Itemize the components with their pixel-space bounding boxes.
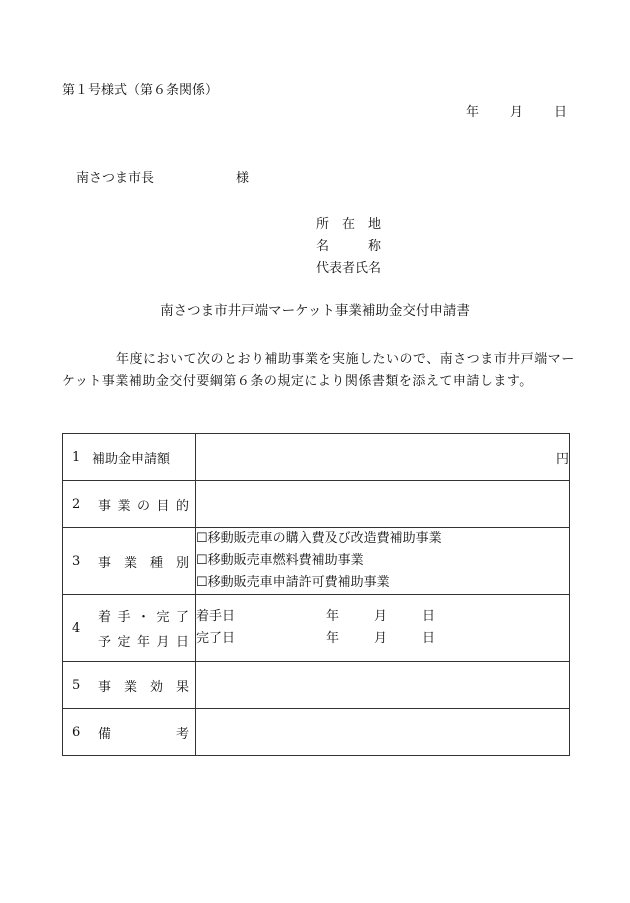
- category-option-checkbox[interactable]: ☐移動販売車の購入費及び改造費補助事業: [196, 531, 442, 546]
- amount-field[interactable]: [196, 434, 570, 481]
- row-label: [92, 495, 195, 514]
- end-date-field[interactable]: [196, 628, 569, 650]
- month-unit: 月: [374, 631, 388, 646]
- category-option-checkbox[interactable]: ☐移動販売車申請許可費補助事業: [196, 575, 390, 590]
- row-label: [92, 552, 195, 571]
- row-number: 1: [72, 449, 81, 465]
- purpose-field[interactable]: [196, 481, 570, 528]
- form-number: 第１号様式（第６条関係）: [62, 83, 219, 98]
- label-char: 業: [123, 679, 137, 695]
- addressee-honorific: 様: [236, 171, 250, 186]
- row-label-cell: [63, 528, 196, 595]
- label-char: の: [136, 498, 150, 514]
- label-char: 業: [123, 555, 137, 571]
- applicant-name-label: 名 称: [316, 239, 382, 254]
- row-label-cell: [63, 709, 196, 756]
- table-row-schedule: [63, 595, 570, 662]
- application-form-table: [62, 433, 570, 756]
- schedule-fields: [196, 595, 570, 662]
- label-char: 種: [149, 555, 163, 571]
- row-label-cell: [63, 662, 196, 709]
- label-char: 予: [98, 635, 112, 650]
- row-number: 6: [72, 724, 81, 740]
- row-number: 4: [72, 620, 81, 636]
- label-char: 年: [136, 635, 150, 650]
- row-number: 2: [72, 496, 81, 512]
- month-unit: 月: [374, 609, 388, 624]
- applicant-address-label: 所 在 地: [316, 217, 382, 232]
- body-paragraph: 年度において次のとおり補助事業を実施したいので、南さつま市井戸端マーケット事業補助金交付要綱第６条の規定により関係書類を添えて申請します。: [62, 352, 575, 389]
- label-char: 日: [175, 635, 189, 650]
- label-char: 事: [98, 498, 112, 514]
- label-char: 業: [117, 498, 131, 514]
- label-char: 備: [98, 726, 112, 742]
- document-title: 南さつま市井戸端マーケット事業補助金交付申請書: [160, 303, 470, 319]
- row-label: 補助金申請額: [92, 451, 171, 467]
- label-char: 考: [175, 726, 189, 742]
- label-char: 別: [175, 555, 189, 571]
- label-char: 手: [117, 610, 131, 625]
- label-char: 着: [98, 610, 112, 625]
- label-char: 月: [156, 635, 170, 650]
- category-options: [196, 528, 570, 595]
- date-year: 年: [466, 105, 480, 120]
- date-month: 月: [510, 105, 524, 120]
- yen-unit: 円: [555, 451, 569, 467]
- remarks-field[interactable]: [196, 709, 570, 756]
- label-char: 完: [156, 610, 170, 625]
- day-unit: 日: [422, 609, 436, 624]
- start-date-label: 着手日: [196, 609, 236, 624]
- label-char: 目: [156, 498, 170, 514]
- row-label: [92, 606, 195, 650]
- label-line: [98, 631, 189, 650]
- row-label-cell: [63, 434, 196, 481]
- table-row-amount: [63, 434, 570, 481]
- label-char: ・: [136, 610, 150, 625]
- applicant-representative-label: 代表者氏名: [316, 261, 382, 276]
- table-row-remarks: [63, 709, 570, 756]
- label-char: 事: [98, 679, 112, 695]
- label-char: 定: [117, 635, 131, 650]
- table-row-effect: [63, 662, 570, 709]
- label-char: 的: [175, 498, 189, 514]
- label-line: [98, 606, 189, 625]
- row-label-cell: [63, 595, 196, 662]
- table-row-category: [63, 528, 570, 595]
- table-row-purpose: [63, 481, 570, 528]
- row-number: 3: [72, 553, 81, 569]
- effect-field[interactable]: [196, 662, 570, 709]
- label-char: 事: [98, 555, 112, 571]
- row-label-cell: [63, 481, 196, 528]
- category-option-checkbox[interactable]: ☐移動販売車燃料費補助事業: [196, 553, 364, 568]
- day-unit: 日: [422, 631, 436, 646]
- row-number: 5: [72, 677, 81, 693]
- label-char: 効: [149, 679, 163, 695]
- addressee-name: 南さつま市長: [76, 171, 155, 186]
- date-day: 日: [554, 105, 568, 120]
- row-label: [92, 676, 195, 695]
- row-label: [92, 723, 195, 742]
- label-char: 了: [175, 610, 189, 625]
- year-unit: 年: [326, 631, 340, 646]
- start-date-field[interactable]: [196, 606, 569, 628]
- year-unit: 年: [326, 609, 340, 624]
- end-date-label: 完了日: [196, 631, 236, 646]
- label-char: 果: [175, 679, 189, 695]
